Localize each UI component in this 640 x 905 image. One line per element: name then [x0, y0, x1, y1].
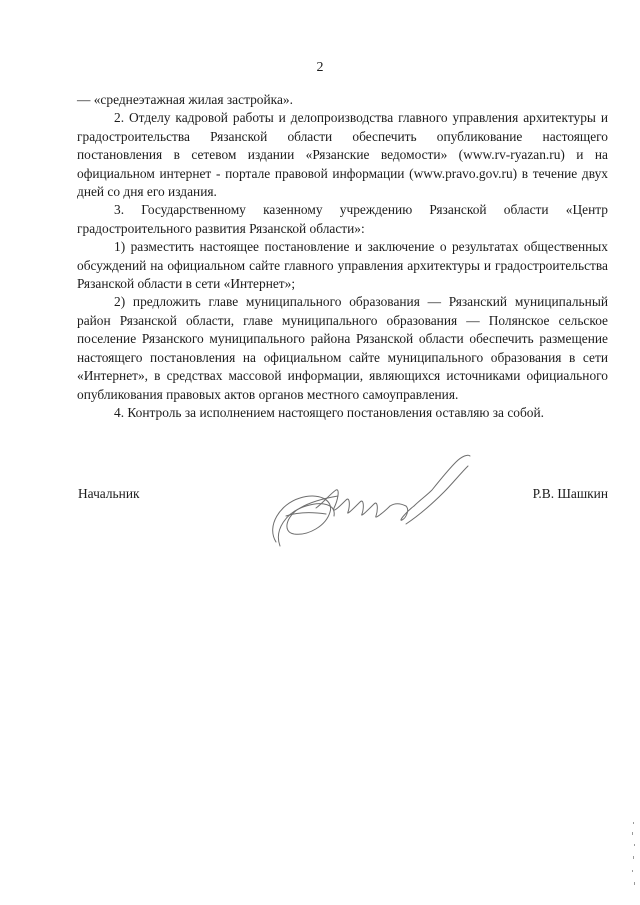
handwritten-signature — [256, 446, 486, 556]
page-number: 2 — [316, 60, 324, 75]
paragraph-subitem-1: 1) разместить настоящее постановление и заключение о результатах общественных обсуждений на официальном сайте главного управления архитектуры и градостроительства Рязанской области в сети «Интернет»; — [77, 239, 608, 292]
paragraph-item-4: 4. Контроль за исполнением настоящего постановления оставляю за собой. — [114, 404, 545, 420]
paragraph-item-2: 2. Отделу кадровой работы и делопроизводства главного управления архитектуры и градостроительства Рязанской области обеспечить опубликование настоящего постановления в сетевом издании «Рязанские ведомости» (www.rv-ryazan.ru) и на официальном интернет - портале правовой информации (www.pravo.gov.ru) в течение двух дней со дня его издания. — [77, 110, 608, 200]
signatory-title: Начальник — [78, 486, 140, 501]
signatory-name: Р.В. Шашкин — [532, 486, 608, 501]
paragraph-subitem-2: 2) предложить главе муниципального образования — Рязанский муниципальный район Рязанской области, главе муниципального образования — Полянское сельское поселение Рязанского муниципального района Рязанской области обеспечить размещение настоящего постановления на официальном сайте муниципального образования в сети «Интернет», в средствах массовой информации, являющихся источниками официального опубликования правовых актов органов местного самоуправления. — [77, 294, 608, 402]
scan-edge-marks — [630, 820, 636, 890]
document-body — [77, 91, 608, 422]
paragraph-item-3: 3. Государственному казенному учреждению Рязанской области «Центр градостроительного развития Рязанской области»: — [77, 202, 608, 236]
paragraph-continuation: — «среднеэтажная жилая застройка». — [77, 92, 293, 107]
